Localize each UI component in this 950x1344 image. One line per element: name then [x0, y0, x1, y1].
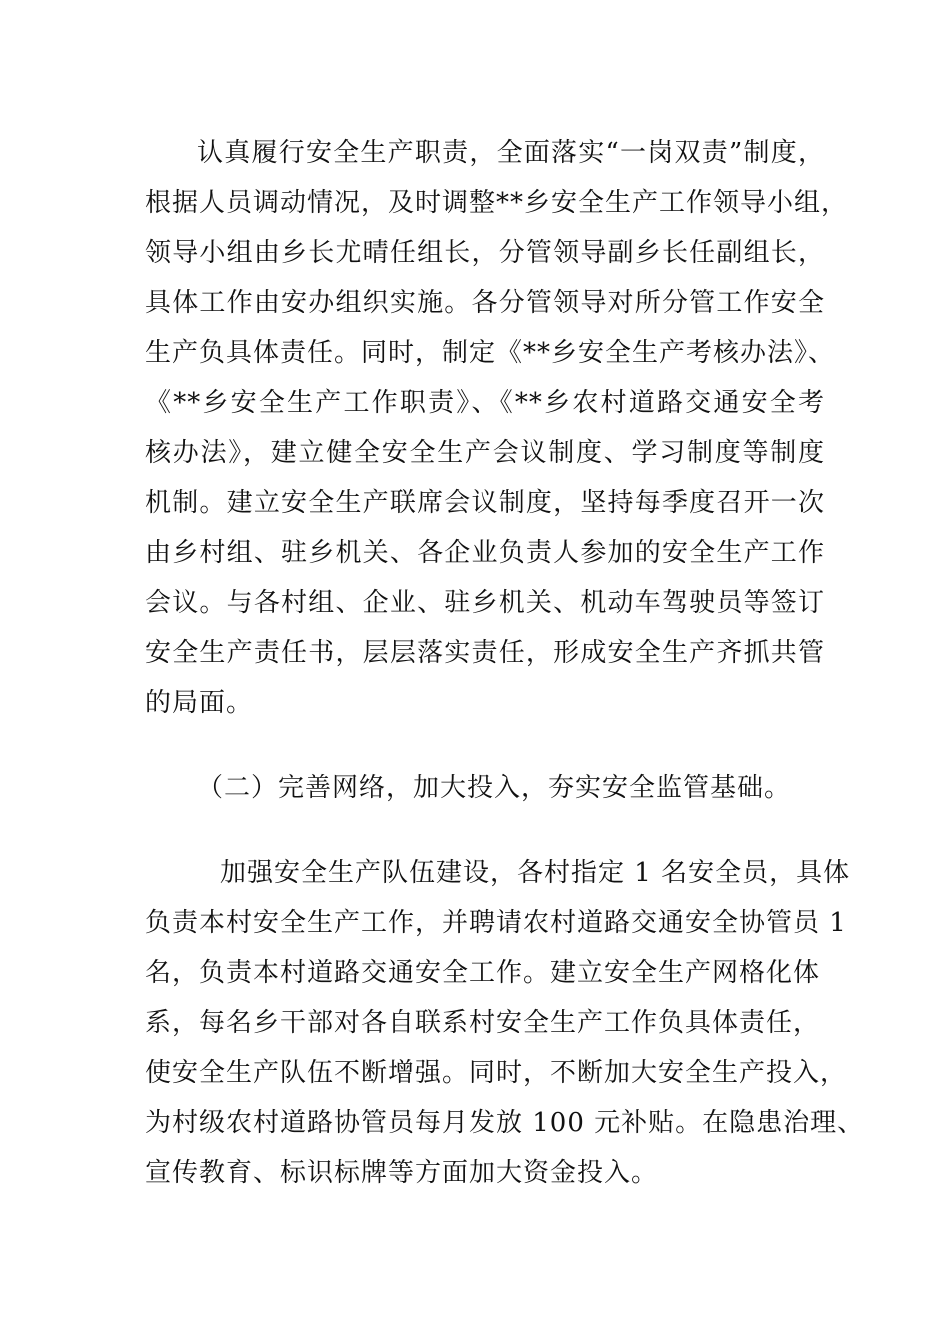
paragraph-line: 生产负具体责任。同时，制定《**乡安全生产考核办法》、 — [145, 338, 836, 368]
paragraph-line: 由乡村组、驻乡机关、各企业负责人参加的安全生产工作 — [145, 538, 825, 568]
paragraph-line: 根据人员调动情况，及时调整**乡安全生产工作领导小组， — [145, 188, 849, 218]
paragraph-line: 加强安全生产队伍建设，各村指定 1 名安全员，具体 — [220, 858, 851, 888]
paragraph-line: 机制。建立安全生产联席会议制度，坚持每季度召开一次 — [145, 488, 825, 518]
paragraph-line: 会议。与各村组、企业、驻乡机关、机动车驾驶员等签订 — [145, 588, 825, 618]
paragraph-line: 领导小组由乡长尤晴任组长，分管领导副乡长任副组长， — [145, 238, 825, 268]
paragraph-line: 名，负责本村道路交通安全工作。建立安全生产网格化体 — [145, 958, 821, 988]
paragraph-line: 认真履行安全生产职责，全面落实“一岗双责”制度， — [197, 138, 825, 168]
paragraph-line: 安全生产责任书，层层落实责任，形成安全生产齐抓共管 — [145, 638, 825, 668]
paragraph-line: 为村级农村道路协管员每月发放 100 元补贴。在隐患治理、 — [145, 1108, 865, 1138]
paragraph-line: 具体工作由安办组织实施。各分管领导对所分管工作安全 — [145, 288, 825, 318]
paragraph-line: 使安全生产队伍不断增强。同时，不断加大安全生产投入， — [145, 1058, 848, 1088]
paragraph-line: 《**乡安全生产工作职责》、《**乡农村道路交通安全考 — [145, 388, 825, 418]
paragraph-line: 的局面。 — [145, 688, 254, 718]
paragraph-line: 宣传教育、标识标牌等方面加大资金投入。 — [145, 1158, 659, 1188]
section-heading: （二）完善网络，加大投入，夯实安全监管基础。 — [197, 773, 792, 803]
paragraph-line: 系，每名乡干部对各自联系村安全生产工作负具体责任， — [145, 1008, 821, 1038]
paragraph-line: 核办法》，建立健全安全生产会议制度、学习制度等制度 — [145, 438, 825, 468]
paragraph-line: 负责本村安全生产工作，并聘请农村道路交通安全协管员 1 — [145, 908, 847, 938]
